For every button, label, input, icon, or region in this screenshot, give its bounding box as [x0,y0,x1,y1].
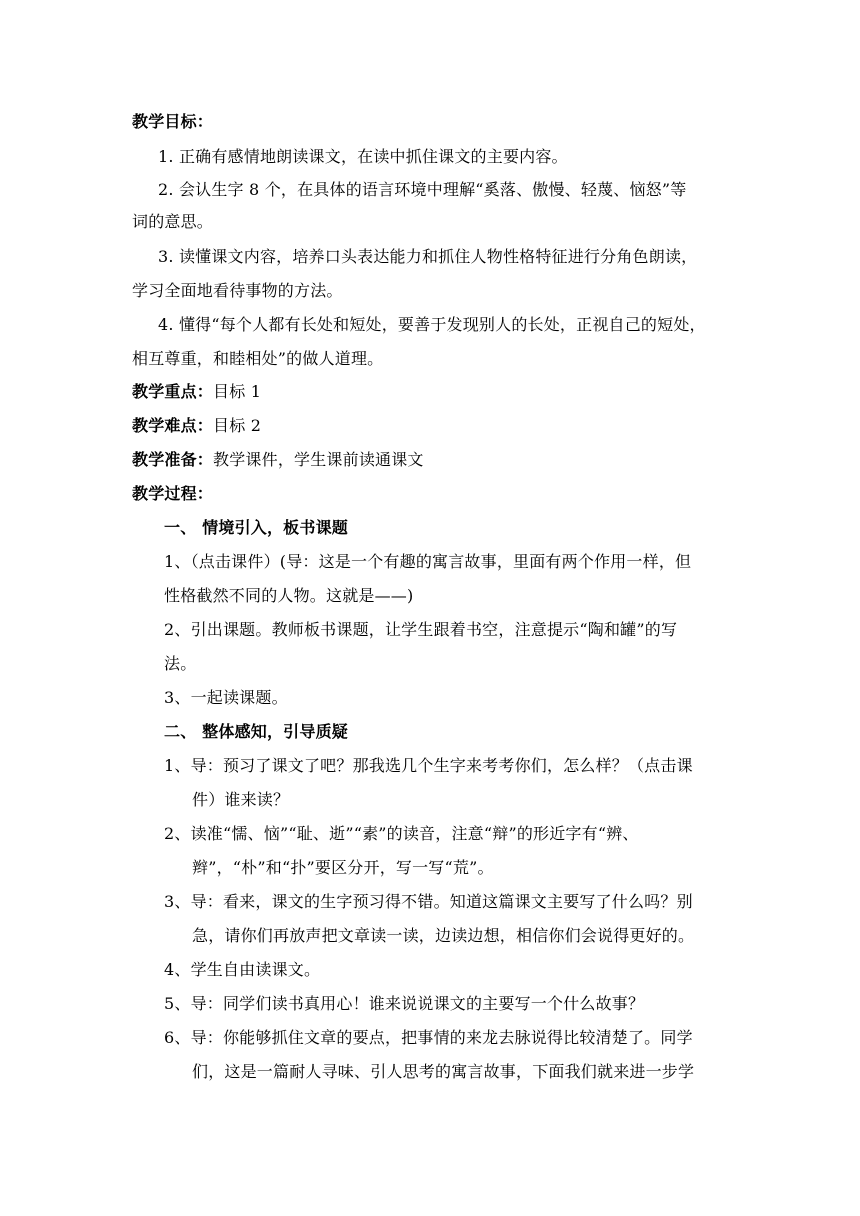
section-2-step-4-line-1: 4、学生自由读课文。 [164,960,321,979]
section-1-step-2-line-1: 2、引出课题。教师板书课题，让学生跟着书空，注意提示“陶和罐”的写 [164,620,678,639]
objective-3-line-2: 学习全面地看待事物的方法。 [132,281,343,300]
section-2-step-1-line-2: 件）谁来读？ [192,790,290,809]
objective-4-line-2: 相互尊重，和睦相处”的做人道理。 [132,349,384,368]
objective-2-line-1: 2. 会认生字 8 个，在具体的语言环境中理解“奚落、傲慢、轻蔑、恼怒”等 [158,180,687,199]
objectives-heading: 教学目标： [132,112,214,131]
objective-3-line-1: 3. 读懂课文内容，培养口头表达能力和抓住人物性格特征进行分角色朗读， [158,247,698,266]
process-heading: 教学过程： [132,484,214,503]
objective-4-line-1: 4. 懂得“每个人都有长处和短处，要善于发现别人的长处，正视自己的短处， [158,315,706,334]
preparation-label: 教学准备： [132,450,214,469]
section-2-step-6-line-2: 们，这是一篇耐人寻味、引人思考的寓言故事，下面我们就来进一步学 [192,1062,695,1081]
section-2-step-3-line-2: 急，请你们再放声把文章读一读，边读边想，相信你们会说得更好的。 [192,926,695,945]
objective-1-line-1: 1. 正确有感情地朗读课文，在读中抓住课文的主要内容。 [158,147,568,166]
difficulty-label: 教学难点： [132,416,214,435]
section-2-step-3-line-1: 3、导：看来，课文的生字预习得不错。知道这篇课文主要写了什么吗？别 [164,892,693,911]
preparation-row [132,450,424,470]
key-point-value: 目标 1 [213,382,262,401]
difficulty-row [132,416,261,436]
objective-2-line-2: 词的意思。 [132,212,214,231]
section-1-step-2-line-2: 法。 [164,654,197,673]
section-2-step-1-line-1: 1、导：预习了课文了吧？那我选几个生字来考考你们，怎么样？（点击课 [164,756,693,775]
key-point-label: 教学重点： [132,382,214,401]
section-2-step-2-line-2: 辫”，“朴”和“扑”要区分开，写一写“荒”。 [192,858,494,877]
section-2-title: 二、 整体感知，引导质疑 [164,722,348,741]
section-1-step-3-line-1: 3、一起读课题。 [164,688,288,707]
difficulty-value: 目标 2 [213,416,262,435]
section-1-title: 一、 情境引入，板书课题 [164,518,348,537]
section-1-step-1-line-1: 1、（点击课件）(导：这是一个有趣的寓言故事，里面有两个作用一样，但 [164,552,692,571]
preparation-value: 教学课件，学生课前读通课文 [213,450,424,469]
section-2-step-5-line-1: 5、导：同学们读书真用心！谁来说说课文的主要写一个什么故事？ [164,994,645,1013]
key-point-row [132,382,261,402]
section-1-step-1-line-2: 性格截然不同的人物。这就是——) [164,586,414,605]
section-2-step-2-line-1: 2、读准“懦、恼”“耻、逝”“素”的读音，注意“辩”的形近字有“辨、 [164,824,639,843]
section-2-step-6-line-1: 6、导：你能够抓住文章的要点，把事情的来龙去脉说得比较清楚了。同学 [164,1028,693,1047]
